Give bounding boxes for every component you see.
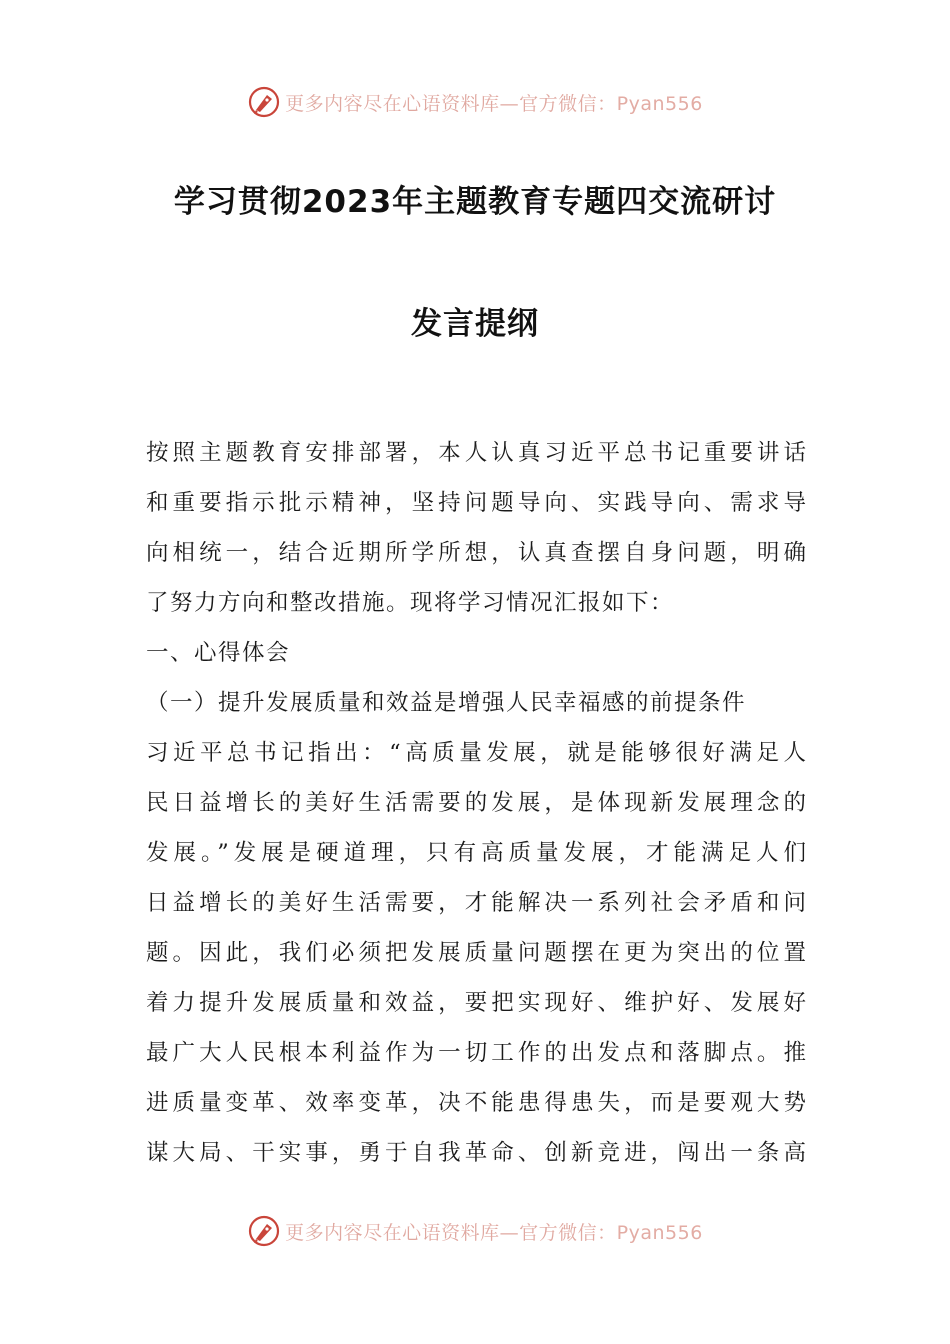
watermark-wechat-id: Pyan556 — [616, 1221, 703, 1244]
body-line: 习近平总书记指出：“高质量发展，就是能够很好满足人 — [146, 740, 806, 766]
body-line: 谋大局、干实事，勇于自我革命、创新竞进，闯出一条高 — [146, 1140, 806, 1166]
body-line: 民日益增长的美好生活需要的发展，是体现新发展理念的 — [146, 790, 806, 816]
watermark-text: 更多内容尽在心语资料库—官方微信： — [285, 92, 617, 115]
document-title-line-2: 发言提纲 — [411, 306, 539, 342]
watermark-header — [0, 82, 950, 122]
subsection-heading: （一）提升发展质量和效益是增强人民幸福感的前提条件 — [146, 690, 747, 716]
watermark-text: 更多内容尽在心语资料库—官方微信： — [285, 1221, 617, 1244]
section-heading: 一、心得体会 — [146, 640, 291, 666]
body-line: 着力提升发展质量和效益，要把实现好、维护好、发展好 — [146, 990, 806, 1016]
body-line: 和重要指示批示精神，坚持问题导向、实践导向、需求导 — [146, 490, 806, 516]
pen-nib-circle-icon — [247, 85, 281, 119]
body-line: 进质量变革、效率变革，决不能患得患失，而是要观大势 — [146, 1090, 806, 1116]
body-line: 向相统一，结合近期所学所想，认真查摆自身问题，明确 — [146, 540, 806, 566]
body-line: 题。因此，我们必须把发展质量问题摆在更为突出的位置 — [146, 940, 806, 966]
body-line: 按照主题教育安排部署，本人认真习近平总书记重要讲话 — [146, 440, 806, 466]
body-line: 了努力方向和整改措施。现将学习情况汇报如下： — [146, 590, 675, 616]
pen-nib-circle-icon — [247, 1214, 281, 1248]
watermark-footer — [0, 1211, 950, 1251]
document-title-line-1: 学习贯彻2023年主题教育专题四交流研讨 — [173, 184, 777, 220]
body-line: 最广大人民根本利益作为一切工作的出发点和落脚点。推 — [146, 1040, 806, 1066]
body-line: 发展。”发展是硬道理，只有高质量发展，才能满足人们 — [146, 840, 806, 866]
document-body — [146, 428, 806, 1178]
body-line: 日益增长的美好生活需要，才能解决一系列社会矛盾和问 — [146, 890, 806, 916]
watermark-wechat-id: Pyan556 — [616, 92, 703, 115]
